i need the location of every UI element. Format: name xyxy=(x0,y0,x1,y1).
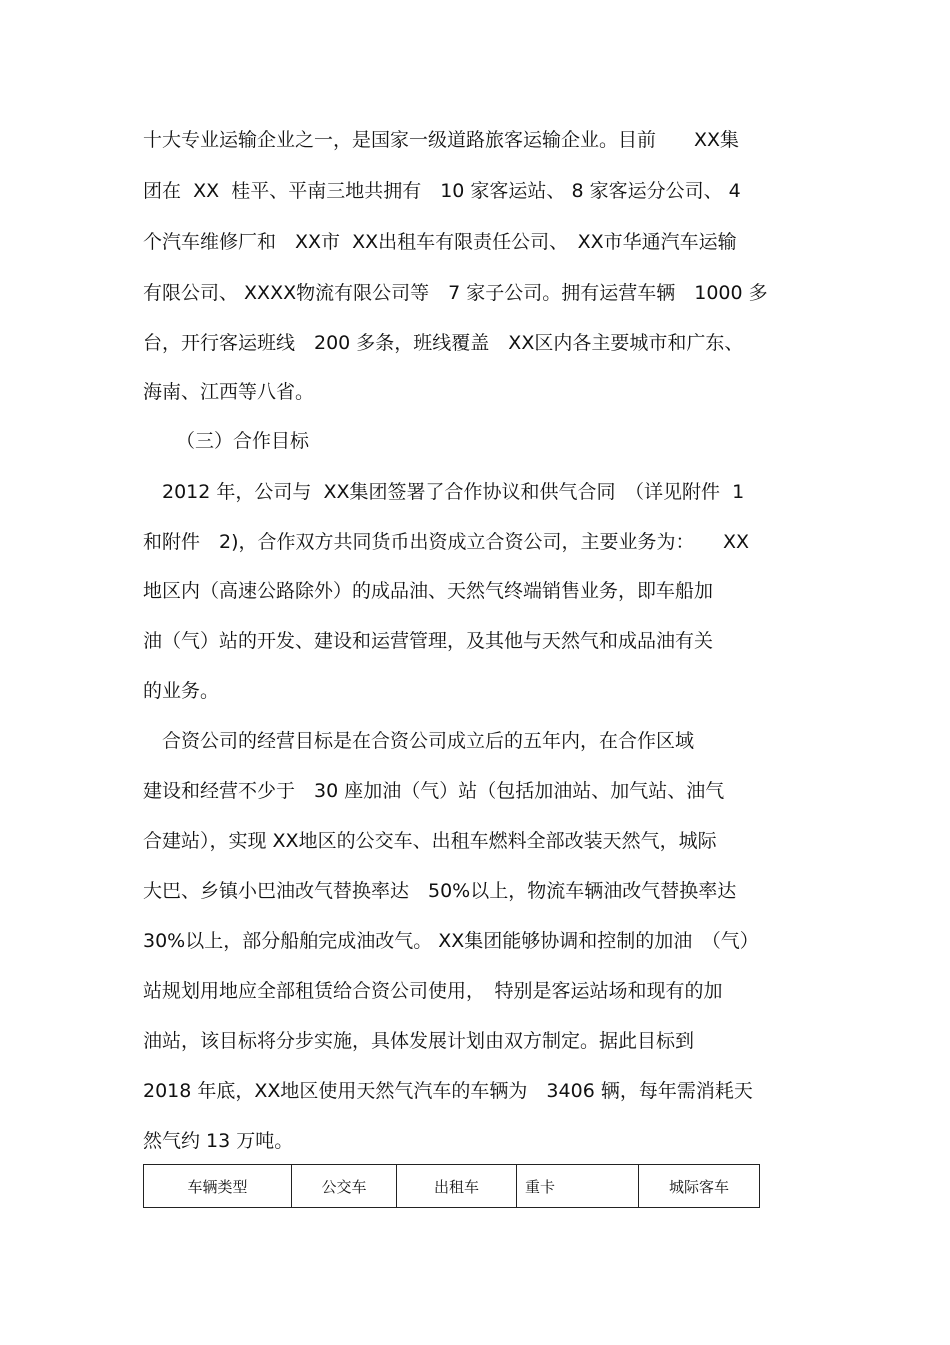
table-header-cell: 城际客车 xyxy=(639,1165,760,1208)
table-header-row xyxy=(144,1165,760,1208)
paragraph-3-line-2: 建设和经营不少于 30 座加油（气）站（包括加油站、加气站、油气 xyxy=(143,780,725,802)
paragraph-1-line-4: 有限公司、 XXXX物流有限公司等 7 家子公司。拥有运营车辆 1000 多 xyxy=(143,282,768,304)
table-header-cell: 公交车 xyxy=(292,1165,397,1208)
paragraph-1-line-6: 海南、江西等八省。 xyxy=(143,381,315,403)
paragraph-3-line-5: 30%以上，部分船舶完成油改气。 XX集团能够协调和控制的加油 （气） xyxy=(143,930,759,952)
paragraph-1-line-3: 个汽车维修厂和 XX市 XX出租车有限责任公司、 XX市华通汽车运输 xyxy=(143,231,737,253)
paragraph-2-line-4: 油（气）站的开发、建设和运营管理，及其他与天然气和成品油有关 xyxy=(143,630,714,652)
paragraph-3-line-6: 站规划用地应全部租赁给合资公司使用， 特别是客运站场和现有的加 xyxy=(143,980,723,1002)
paragraph-2-line-3: 地区内（高速公路除外）的成品油、天然气终端销售业务，即车船加 xyxy=(143,580,714,602)
paragraph-1-line-2: 团在 XX 桂平、平南三地共拥有 10 家客运站、 8 家客运分公司、 4 xyxy=(143,180,741,202)
table-header-cell: 车辆类型 xyxy=(144,1165,292,1208)
paragraph-3-line-7: 油站，该目标将分步实施，具体发展计划由双方制定。据此目标到 xyxy=(143,1030,695,1052)
paragraph-1-line-5: 台，开行客运班线 200 多条，班线覆盖 XX区内各主要城市和广东、 xyxy=(143,332,744,354)
paragraph-2-line-1: 2012 年，公司与 XX集团签署了合作协议和供气合同 （详见附件 1 xyxy=(143,481,745,503)
table-header-cell: 重卡 xyxy=(517,1165,639,1208)
section-heading: （三）合作目标 xyxy=(176,430,310,452)
paragraph-2-line-2: 和附件 2)，合作双方共同货币出资成立合资公司，主要业务为： XX xyxy=(143,531,750,553)
paragraph-2-line-5: 的业务。 xyxy=(143,680,220,702)
paragraph-3-line-8: 2018 年底，XX地区使用天然气汽车的车辆为 3406 辆，每年需消耗天 xyxy=(143,1080,753,1102)
table-header-cell: 出租车 xyxy=(397,1165,517,1208)
paragraph-3-line-4: 大巴、乡镇小巴油改气替换率达 50%以上，物流车辆油改气替换率达 xyxy=(143,880,737,902)
vehicle-type-table xyxy=(143,1164,760,1208)
paragraph-3-line-9: 然气约 13 万吨。 xyxy=(143,1130,294,1152)
paragraph-3-line-3: 合建站），实现 XX地区的公交车、出租车燃料全部改装天然气，城际 xyxy=(143,830,717,852)
paragraph-3-line-1: 合资公司的经营目标是在合资公司成立后的五年内，在合作区域 xyxy=(143,730,695,752)
paragraph-1-line-1: 十大专业运输企业之一，是国家一级道路旅客运输企业。目前 XX集 xyxy=(143,129,740,151)
